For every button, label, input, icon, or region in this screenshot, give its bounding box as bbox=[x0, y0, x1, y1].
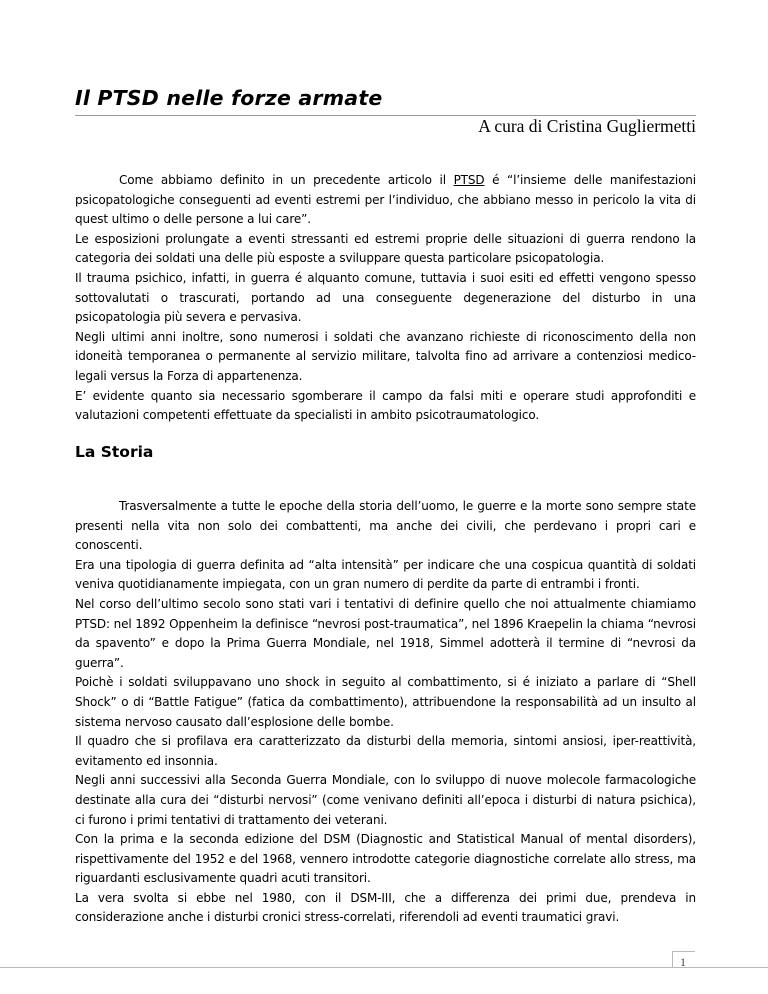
storia-paragraph: Negli anni successivi alla Seconda Guerra Mondiale, con lo sviluppo di nuove molecole farmacologiche destinate alla cura dei “disturbi nervosi” (come venivano definiti all’epoca i disturbi di natura psichica), ci furono i primi tentativi di trattamento dei veterani. bbox=[75, 773, 696, 827]
ptsd-link[interactable]: PTSD bbox=[453, 173, 485, 187]
intro-text: Come abbiamo definito in un precedente articolo il bbox=[119, 173, 454, 187]
intro-paragraph: Il trauma psichico, infatti, in guerra é alquanto comune, tuttavia i suoi esiti ed effetti vengono spesso sottovalutati o trascurati, portando ad una conseguente degenerazione del disturbo in una psicopatologia più severa e pervasiva. bbox=[75, 270, 696, 325]
storia-paragraph: Era una tipologia di guerra definita ad “alta intensità” per indicare che una cospicua quantità di soldati veniva quotidianamente impiegata, con un gran numero di perdite da parte di entrambi i fronti. bbox=[75, 557, 696, 592]
storia-paragraph: Poichè i soldati sviluppavano uno shock in seguito al combattimento, si é iniziato a parlare di “Shell Shock” o di “Battle Fatigue” (fatica da combattimento), attribuendone la responsabilità ad un insulto al sistema nervoso causato dall’esplosione delle bombe. bbox=[75, 675, 696, 729]
intro-paragraph: Negli ultimi anni inoltre, sono numerosi i soldati che avanzano richieste di riconoscimento della non idoneità temporanea o permanente al servizio militare, talvolta fino ad arrivare a contenziosi medico-legali versus la Forza di appartenenza. bbox=[75, 329, 696, 383]
storia-section bbox=[75, 497, 696, 928]
section-heading-la-storia: La Storia bbox=[75, 443, 154, 461]
storia-paragraph: Il quadro che si profilava era caratterizzato da disturbi della memoria, sintomi ansiosi, iper-reattività, evitamento ed insonnia. bbox=[75, 734, 696, 768]
document-title: Il PTSD nelle forze armate bbox=[75, 86, 383, 110]
storia-paragraph: La vera svolta si ebbe nel 1980, con il DSM-III, che a differenza dei primi due, prendeva in considerazione anche i disturbi cronici stress-correlati, riferendoli ad eventi traumatici gravi. bbox=[75, 890, 696, 925]
storia-paragraph: Nel corso dell’ultimo secolo sono stati vari i tentativi di definire quello che noi attualmente chiamiamo PTSD: nel 1892 Oppenheim la definisce “nevrosi post-traumatica”, nel 1896 Kraepelin la chiama “nevrosi da spavento” e dopo la Prima Guerra Mondiale, nel 1918, Simmel adotterà il termine di “nevrosi da guerra”. bbox=[75, 596, 696, 670]
intro-text: é “l’insieme delle manifestazioni psicopatologiche conseguenti ad eventi estremi per l’individuo, che abbiano messo in pericolo la vita di quest ultimo o delle persone a lui care”. bbox=[75, 173, 696, 227]
intro-paragraph: E’ evidente quanto sia necessario sgomberare il campo da falsi miti e operare studi approfonditi e valutazioni competenti effettuate da specialisti in ambito psicotraumatologico. bbox=[75, 388, 696, 423]
intro-paragraph bbox=[75, 171, 696, 230]
author-byline: A cura di Cristina Gugliermetti bbox=[478, 116, 696, 136]
intro-section bbox=[75, 171, 696, 426]
storia-paragraph: Con la prima e la seconda edizione del DSM (Diagnostic and Statistical Manual of mental disorders), rispettivamente del 1952 e del 1968, vennero introdotte categorie diagnostiche correlate allo stress, ma riguardanti esclusivamente quadri acuti transitori. bbox=[75, 832, 696, 886]
storia-paragraph: Trasversalmente a tutte le epoche della storia dell’uomo, le guerre e la morte sono sempre state presenti nella vita non solo dei combattenti, ma anche dei civili, che perdevano i propri cari e conoscenti. bbox=[75, 499, 696, 553]
page-number: 1 bbox=[680, 955, 686, 969]
intro-paragraph: Le esposizioni prolungate a eventi stressanti ed estremi proprie delle situazioni di guerra rendono la categoria dei soldati una delle più esposte a sviluppare questa particolare psicopatologia. bbox=[75, 231, 696, 266]
footer-rule bbox=[0, 967, 768, 968]
